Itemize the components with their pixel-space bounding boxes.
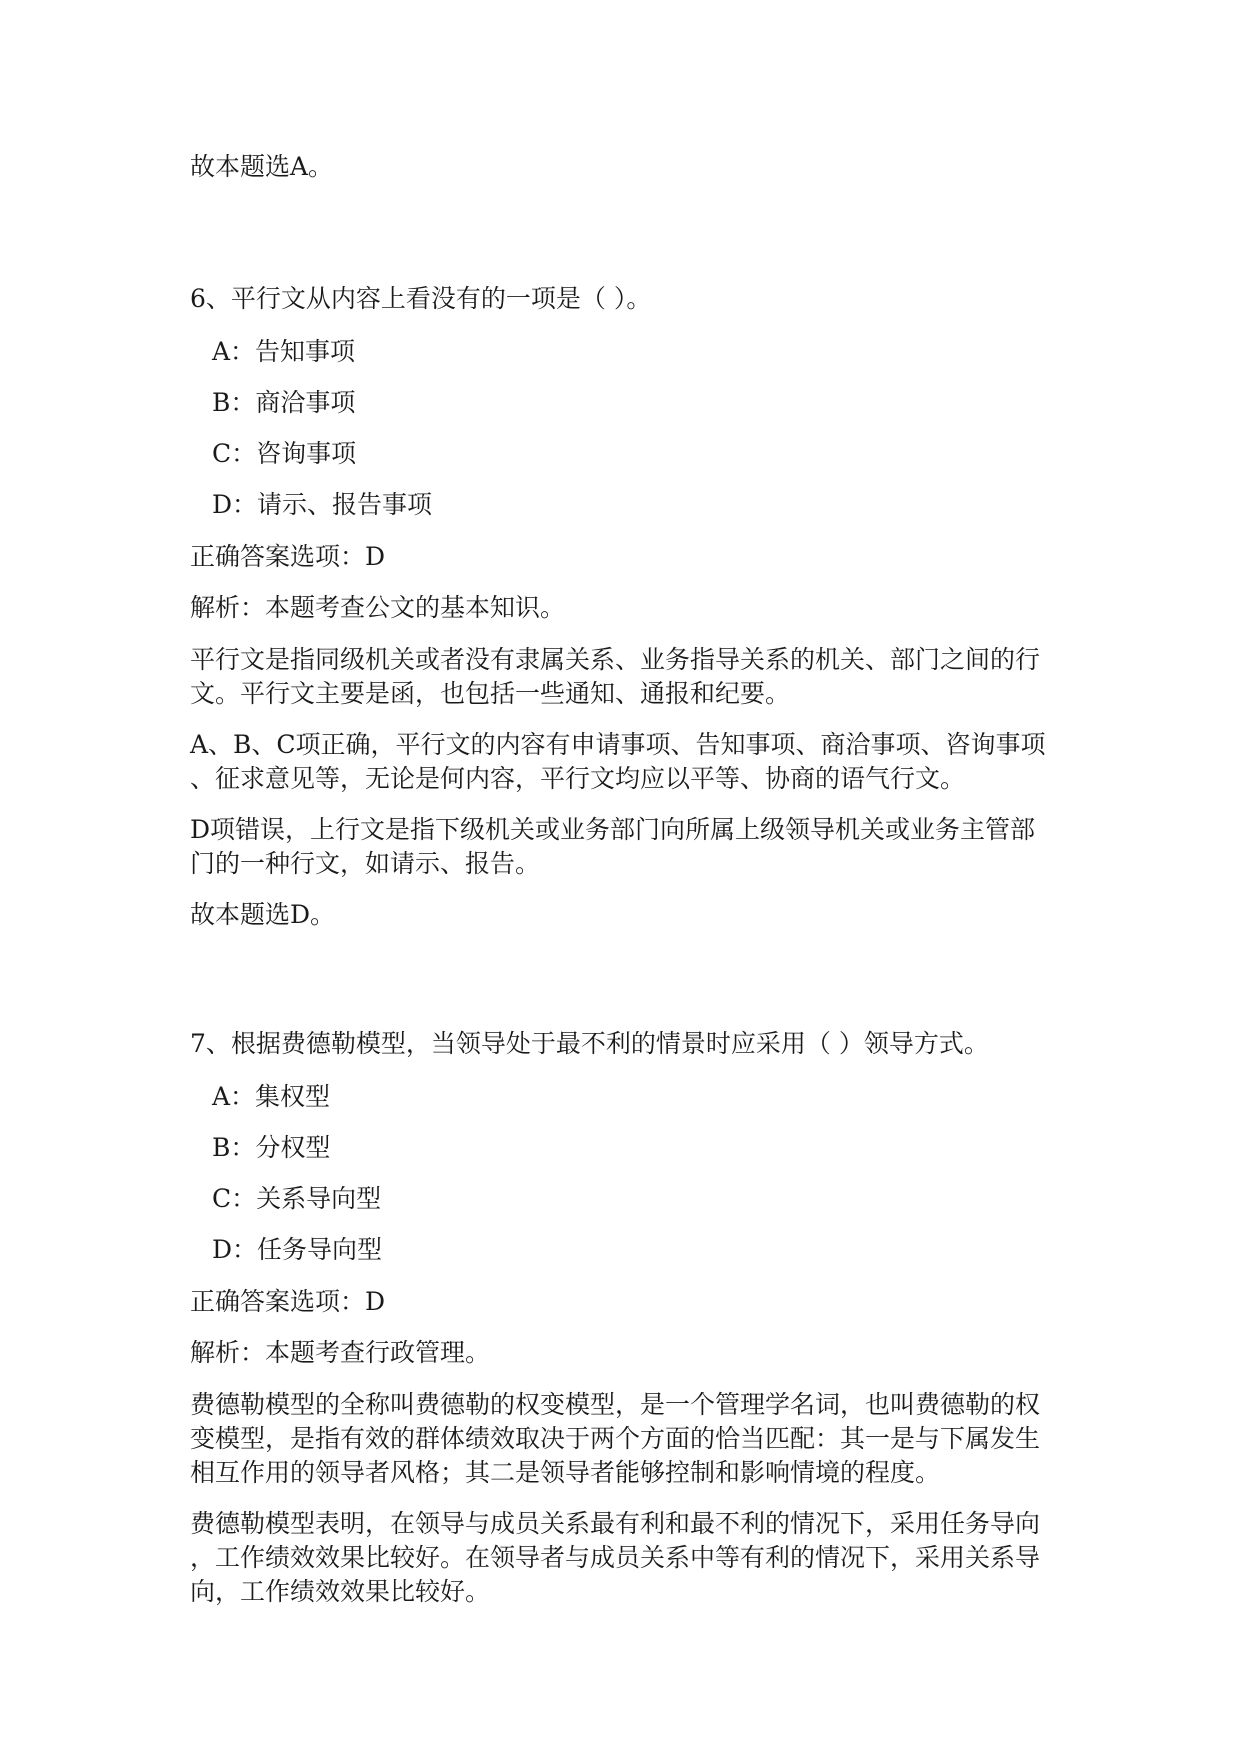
analysis-line: 变模型，是指有效的群体绩效取决于两个方面的恰当匹配：其一是与下属发生 <box>190 1424 1041 1453</box>
conclusion: 故本题选D。 <box>190 900 336 929</box>
option-a: A：告知事项 <box>212 337 356 366</box>
analysis-line: A、B、C项正确，平行文的内容有申请事项、告知事项、商洽事项、咨询事项 <box>190 730 1046 759</box>
analysis-heading: 解析：本题考查行政管理。 <box>190 1338 491 1367</box>
question-stem: 6、平行文从内容上看没有的一项是（ ）。 <box>190 284 652 313</box>
option-b: B：分权型 <box>212 1133 331 1162</box>
analysis-line: 费德勒模型表明，在领导与成员关系最有利和最不利的情况下，采用任务导向 <box>190 1509 1041 1538</box>
analysis-line: 门的一种行文，如请示、报告。 <box>190 849 541 878</box>
correct-answer: 正确答案选项：D <box>190 542 386 571</box>
analysis-line: 文。平行文主要是函，也包括一些通知、通报和纪要。 <box>190 679 791 708</box>
analysis-line: 、征求意见等，无论是何内容，平行文均应以平等、协商的语气行文。 <box>190 764 966 793</box>
analysis-line: 费德勒模型的全称叫费德勒的权变模型，是一个管理学名词，也叫费德勒的权 <box>190 1390 1041 1419</box>
analysis-line: D项错误，上行文是指下级机关或业务部门向所属上级领导机关或业务主管部 <box>190 815 1036 844</box>
correct-answer: 正确答案选项：D <box>190 1287 386 1316</box>
option-d: D：请示、报告事项 <box>212 490 433 519</box>
option-c: C：咨询事项 <box>212 439 357 468</box>
prev-conclusion: 故本题选A。 <box>190 152 334 181</box>
analysis-line: 平行文是指同级机关或者没有隶属关系、业务指导关系的机关、部门之间的行 <box>190 645 1041 674</box>
option-c: C：关系导向型 <box>212 1184 382 1213</box>
question-stem: 7、根据费德勒模型，当领导处于最不利的情景时应采用（ ）领导方式。 <box>190 1029 989 1058</box>
analysis-heading: 解析：本题考查公文的基本知识。 <box>190 593 566 622</box>
option-a: A：集权型 <box>212 1082 331 1111</box>
option-b: B：商洽事项 <box>212 388 356 417</box>
analysis-line: 相互作用的领导者风格；其二是领导者能够控制和影响情境的程度。 <box>190 1458 941 1487</box>
analysis-line: 向，工作绩效效果比较好。 <box>190 1577 491 1606</box>
option-d: D：任务导向型 <box>212 1235 383 1264</box>
analysis-line: ，工作绩效效果比较好。在领导者与成员关系中等有利的情况下，采用关系导 <box>190 1543 1041 1572</box>
